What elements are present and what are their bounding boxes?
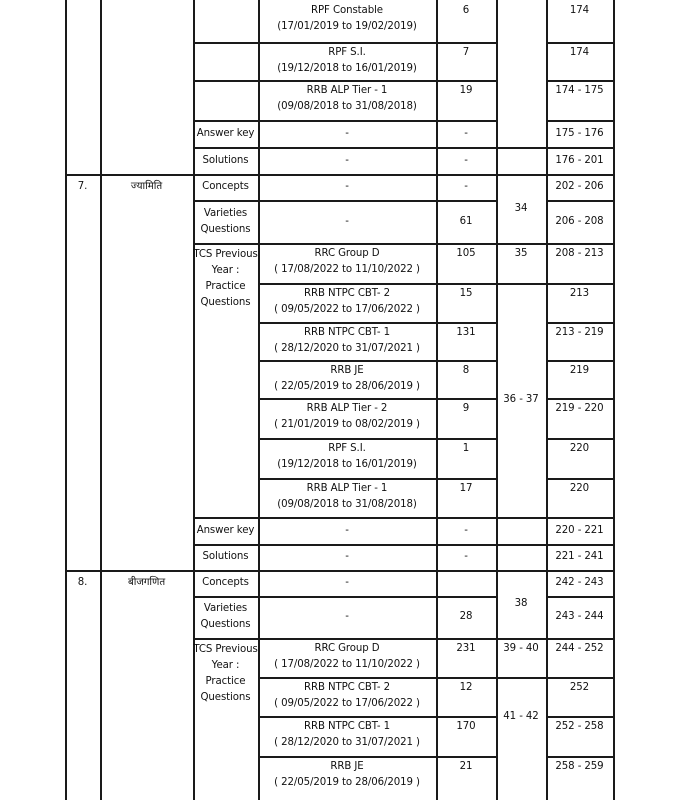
question-count: [463, 401, 469, 417]
table-rule: [546, 438, 615, 440]
page-range: [555, 214, 603, 230]
exam-name-line: -: [345, 551, 349, 562]
exam-name-line: -: [345, 215, 349, 227]
section-topic: [131, 179, 162, 195]
chapter-range: [515, 246, 528, 262]
page-range-line: 220 - 221: [555, 524, 604, 536]
exam-name: [277, 481, 417, 513]
table-rule: [193, 80, 260, 82]
table-rule: [436, 517, 498, 519]
table-rule: [436, 174, 498, 176]
exam-name-line: RRC Group D: [314, 643, 380, 654]
chapter-range-line: 36 - 37: [503, 394, 539, 405]
question-count-line: 1: [462, 443, 470, 454]
table-rule: [546, 570, 615, 572]
table-rule: [258, 756, 438, 758]
table-rule: [65, 570, 102, 572]
exam-name: [274, 325, 420, 357]
question-count: [463, 363, 469, 379]
table-rule: [65, 0, 67, 800]
table-rule: [193, 596, 260, 598]
question-count: [460, 286, 473, 302]
exam-name: [274, 680, 420, 712]
tcs-label-line: Year :: [211, 660, 240, 671]
chapter-range-line: 41 - 42: [503, 710, 539, 722]
page-range-line: 220: [569, 443, 590, 454]
table-rule: [193, 638, 260, 640]
table-rule: [546, 120, 615, 122]
exam-name: [345, 549, 349, 565]
page-range-line: 258 - 259: [555, 761, 604, 772]
category-label: [201, 601, 251, 633]
question-count: [460, 83, 473, 99]
table-rule: [436, 677, 498, 679]
question-count-line: 8: [462, 365, 470, 376]
question-count-line: -: [464, 127, 468, 139]
category-label-line: Concepts: [202, 181, 249, 192]
exam-name-line: (19/12/2018 to 16/01/2019): [277, 63, 417, 74]
table-rule: [546, 243, 615, 245]
page-range-line: 202 - 206: [555, 181, 604, 192]
exam-name: [277, 45, 417, 77]
table-rule: [436, 478, 498, 480]
section-number: [78, 179, 88, 195]
table-rule: [100, 0, 102, 800]
table-rule: [436, 80, 498, 82]
table-rule: [436, 322, 498, 324]
tcs-label-line: Questions: [200, 297, 251, 308]
category-label: [202, 179, 249, 195]
table-rule: [546, 200, 615, 202]
exam-name: [274, 719, 420, 751]
category-label-line: Questions: [200, 223, 251, 235]
page-range-line: 174 - 175: [555, 85, 604, 96]
table-rule: [496, 517, 548, 519]
page-range-line: 174: [569, 47, 590, 58]
table-rule: [100, 174, 195, 176]
table-rule: [496, 570, 548, 572]
exam-name: [274, 401, 420, 433]
page-range-line: 221 - 241: [555, 551, 604, 562]
page-range: [555, 153, 603, 169]
table-rule: [258, 120, 438, 122]
exam-name: [274, 641, 420, 673]
page-range: [555, 759, 603, 775]
section-topic: [128, 575, 165, 591]
question-count: [456, 719, 475, 735]
table-rule: [258, 283, 438, 285]
section-topic-line: ज्यामिति: [130, 181, 163, 192]
exam-name: [277, 441, 417, 473]
exam-name: [345, 126, 349, 142]
page-range: [555, 523, 603, 539]
table-rule: [193, 174, 260, 176]
category-label-line: Questions: [200, 619, 251, 630]
table-rule: [436, 596, 498, 598]
table-rule: [258, 360, 438, 362]
question-count-line: 9: [462, 403, 470, 414]
table-rule: [100, 570, 195, 572]
section-number-line: 8.: [77, 577, 88, 588]
tcs-label-line: Practice: [205, 281, 246, 292]
question-count-line: -: [464, 551, 468, 562]
table-rule: [546, 42, 615, 44]
exam-name-line: (19/12/2018 to 16/01/2019): [277, 459, 417, 470]
exam-name: [277, 3, 417, 35]
table-rule: [258, 596, 438, 598]
table-rule: [436, 360, 498, 362]
question-count-line: 7: [462, 47, 470, 58]
table-rule: [546, 544, 615, 546]
page-range-line: 176 - 201: [555, 154, 604, 166]
table-rule: [258, 174, 438, 176]
exam-name: [277, 83, 417, 115]
table-rule: [496, 677, 548, 679]
page-range-line: 252 - 258: [555, 721, 604, 732]
question-count-line: 28: [459, 611, 473, 622]
question-count: [464, 153, 468, 169]
table-rule: [258, 147, 438, 149]
exam-name-line: RRB NTPC CBT- 1: [303, 327, 391, 338]
page-range: [570, 680, 589, 696]
table-rule: [193, 42, 260, 44]
chapter-range: [515, 201, 528, 217]
exam-name-line: ( 28/12/2020 to 31/07/2021 ): [274, 343, 420, 354]
table-rule: [436, 120, 498, 122]
table-rule: [193, 120, 260, 122]
tcs-label-line: TCS Previous: [193, 644, 258, 655]
exam-name-line: RPF Constable: [311, 5, 383, 16]
table-rule: [546, 322, 615, 324]
table-rule: [258, 677, 438, 679]
table-rule: [65, 174, 102, 176]
exam-name-line: ( 22/05/2019 to 28/06/2019 ): [274, 777, 420, 788]
category-label: [197, 523, 255, 539]
exam-name-line: RRB ALP Tier - 2: [306, 403, 388, 414]
chapter-range: [503, 392, 538, 408]
table-rule: [436, 283, 498, 285]
page-range: [570, 363, 589, 379]
exam-name-line: RRB ALP Tier - 1: [306, 85, 388, 96]
exam-name: [345, 179, 349, 195]
page-range-line: 219: [569, 365, 590, 376]
category-label: [203, 549, 249, 565]
table-rule: [546, 398, 615, 400]
exam-name-line: ( 17/08/2022 to 11/10/2022 ): [274, 659, 420, 670]
exam-name-line: ( 09/05/2022 to 17/06/2022 ): [274, 304, 420, 315]
exam-name: [345, 214, 349, 230]
table-rule: [193, 243, 260, 245]
page-range: [555, 575, 603, 591]
chapter-range: [503, 641, 538, 657]
table-rule: [436, 544, 498, 546]
table-rule: [193, 570, 260, 572]
table-rule: [258, 322, 438, 324]
question-count-line: 170: [456, 721, 476, 732]
page-range-line: 220: [569, 483, 590, 494]
exam-name-line: RRB NTPC CBT- 2: [303, 682, 391, 693]
table-rule: [546, 677, 615, 679]
question-count: [456, 325, 475, 341]
exam-name-line: -: [345, 611, 349, 622]
table-rule: [436, 438, 498, 440]
question-count: [460, 759, 473, 775]
page-range-line: 213 - 219: [555, 327, 604, 338]
tcs-label-line: Practice: [205, 676, 246, 687]
table-rule: [436, 638, 498, 640]
table-rule: [436, 147, 498, 149]
table-rule: [546, 360, 615, 362]
exam-name-line: (17/01/2019 to 19/02/2019): [277, 21, 417, 32]
question-count-line: 105: [456, 248, 476, 259]
exam-name: [274, 363, 420, 395]
page-range: [555, 401, 603, 417]
exam-name-line: RPF S.I.: [328, 443, 366, 454]
table-rule: [546, 756, 615, 758]
page-range: [570, 441, 589, 457]
table-rule: [436, 716, 498, 718]
page-range-line: 206 - 208: [555, 215, 604, 227]
table-rule: [546, 147, 615, 149]
category-label-line: Concepts: [202, 577, 249, 588]
table-rule: [258, 243, 438, 245]
question-count-line: 15: [459, 288, 473, 299]
section-number: [78, 575, 88, 591]
page-range: [555, 609, 603, 625]
table-rule: [546, 80, 615, 82]
chapter-range-line: 38: [514, 598, 528, 609]
exam-name: [345, 609, 349, 625]
exam-name-line: -: [345, 154, 349, 166]
table-rule: [546, 478, 615, 480]
table-rule: [258, 398, 438, 400]
question-count-line: 19: [459, 85, 473, 96]
exam-name: [345, 153, 349, 169]
question-count: [460, 481, 473, 497]
page-range: [570, 45, 589, 61]
exam-name-line: RRB JE: [330, 761, 364, 772]
question-count-line: 131: [456, 327, 476, 338]
page-range: [570, 481, 589, 497]
question-count: [460, 214, 473, 230]
exam-name-line: RRB NTPC CBT- 1: [303, 721, 391, 732]
exam-name-line: ( 09/05/2022 to 17/06/2022 ): [274, 698, 420, 709]
exam-name-line: ( 28/12/2020 to 31/07/2021 ): [274, 737, 420, 748]
category-label-line: Varieties: [203, 603, 248, 614]
page-range: [555, 325, 603, 341]
table-rule: [496, 174, 548, 176]
category-label: [203, 153, 249, 169]
exam-name-line: RRB NTPC CBT- 2: [303, 288, 391, 299]
tcs-label: [193, 247, 257, 311]
table-rule: [258, 200, 438, 202]
table-rule: [496, 638, 548, 640]
exam-name-line: (09/08/2018 to 31/08/2018): [277, 499, 417, 510]
chapter-range: [503, 709, 538, 725]
table-rule: [193, 517, 260, 519]
question-count: [464, 523, 468, 539]
exam-name-line: RRB JE: [330, 365, 364, 376]
table-rule: [496, 283, 548, 285]
category-label: [202, 575, 249, 591]
page-range-line: 213: [569, 288, 590, 299]
question-count-line: -: [464, 181, 468, 192]
category-label-line: Solutions: [202, 551, 249, 562]
question-count-line: 17: [459, 483, 473, 494]
table-rule: [258, 544, 438, 546]
exam-name-line: -: [345, 524, 349, 536]
chapter-range-line: 39 - 40: [503, 643, 539, 654]
table-rule: [546, 283, 615, 285]
chapter-range-line: 35: [514, 248, 528, 259]
category-label-line: Answer key: [196, 524, 255, 536]
table-rule: [496, 147, 548, 149]
table-rule: [258, 42, 438, 44]
exam-name-line: ( 21/01/2019 to 08/02/2019 ): [274, 419, 420, 430]
table-rule: [496, 243, 548, 245]
exam-name-line: RRB ALP Tier - 1: [306, 483, 388, 494]
page-range-line: 252: [569, 682, 590, 693]
section-topic-line: बीजगणित: [127, 577, 166, 588]
page-range: [570, 3, 589, 19]
chapter-range: [515, 596, 528, 612]
page-range: [555, 719, 603, 735]
table-rule: [546, 517, 615, 519]
table-rule: [258, 478, 438, 480]
table-rule: [258, 716, 438, 718]
table-rule: [193, 200, 260, 202]
table-rule: [436, 42, 498, 44]
question-count-line: 61: [459, 215, 473, 227]
question-count: [464, 549, 468, 565]
category-label: [201, 206, 251, 238]
table-rule: [496, 544, 548, 546]
page-range: [555, 549, 603, 565]
exam-name-line: ( 22/05/2019 to 28/06/2019 ): [274, 381, 420, 392]
question-count: [463, 441, 469, 457]
question-count-line: -: [464, 154, 468, 166]
question-count-line: 6: [462, 5, 470, 16]
table-rule: [546, 596, 615, 598]
tcs-label-line: Questions: [200, 692, 251, 703]
page-range-line: 174: [569, 5, 590, 16]
exam-name: [274, 246, 420, 278]
section-number-line: 7.: [77, 181, 88, 192]
exam-name-line: -: [345, 181, 349, 192]
table-rule: [546, 638, 615, 640]
question-count: [460, 609, 473, 625]
page-range-line: 243 - 244: [555, 611, 604, 622]
page-range-line: 175 - 176: [555, 127, 604, 139]
tcs-label-line: Year :: [211, 265, 240, 276]
exam-name-line: -: [345, 577, 349, 588]
page-range-line: 244 - 252: [555, 643, 604, 654]
tcs-label-line: TCS Previous: [193, 249, 258, 260]
question-count: [460, 680, 473, 696]
question-count-line: 21: [459, 761, 473, 772]
page-range: [555, 126, 603, 142]
question-count-line: -: [464, 524, 468, 536]
exam-name-line: ( 17/08/2022 to 11/10/2022 ): [274, 264, 420, 275]
table-rule: [258, 438, 438, 440]
category-label-line: Solutions: [202, 154, 249, 166]
table-rule: [258, 80, 438, 82]
category-label-line: Answer key: [196, 127, 255, 139]
table-rule: [436, 200, 498, 202]
question-count: [463, 45, 469, 61]
tcs-label: [193, 642, 257, 706]
exam-name: [345, 575, 349, 591]
category-label-line: Varieties: [203, 207, 248, 219]
table-rule: [193, 147, 260, 149]
table-rule: [546, 174, 615, 176]
question-count: [463, 3, 469, 19]
exam-name: [274, 759, 420, 791]
question-count: [464, 179, 468, 195]
question-count-line: 231: [456, 643, 476, 654]
page-range-line: 219 - 220: [555, 403, 604, 414]
table-rule: [258, 517, 438, 519]
table-rule: [436, 243, 498, 245]
chapter-range-line: 34: [514, 202, 528, 214]
table-rule: [258, 570, 438, 572]
exam-name-line: -: [345, 127, 349, 139]
table-rule: [193, 544, 260, 546]
page-range: [555, 246, 603, 262]
table-rule: [436, 398, 498, 400]
page-range: [570, 286, 589, 302]
page-range-line: 242 - 243: [555, 577, 604, 588]
page-range: [555, 83, 603, 99]
table-rule: [258, 638, 438, 640]
question-count-line: 12: [459, 682, 473, 693]
page-range-line: 208 - 213: [555, 248, 604, 259]
page-range: [555, 179, 603, 195]
exam-name-line: RPF S.I.: [328, 47, 366, 58]
table-rule: [436, 570, 498, 572]
category-label: [197, 126, 255, 142]
question-count: [464, 126, 468, 142]
question-count: [456, 641, 475, 657]
exam-name: [345, 523, 349, 539]
question-count: [456, 246, 475, 262]
table-rule: [546, 716, 615, 718]
page-range: [555, 641, 603, 657]
table-rule: [436, 756, 498, 758]
exam-name: [274, 286, 420, 318]
exam-name-line: (09/08/2018 to 31/08/2018): [277, 101, 417, 112]
exam-name-line: RRC Group D: [314, 248, 380, 259]
